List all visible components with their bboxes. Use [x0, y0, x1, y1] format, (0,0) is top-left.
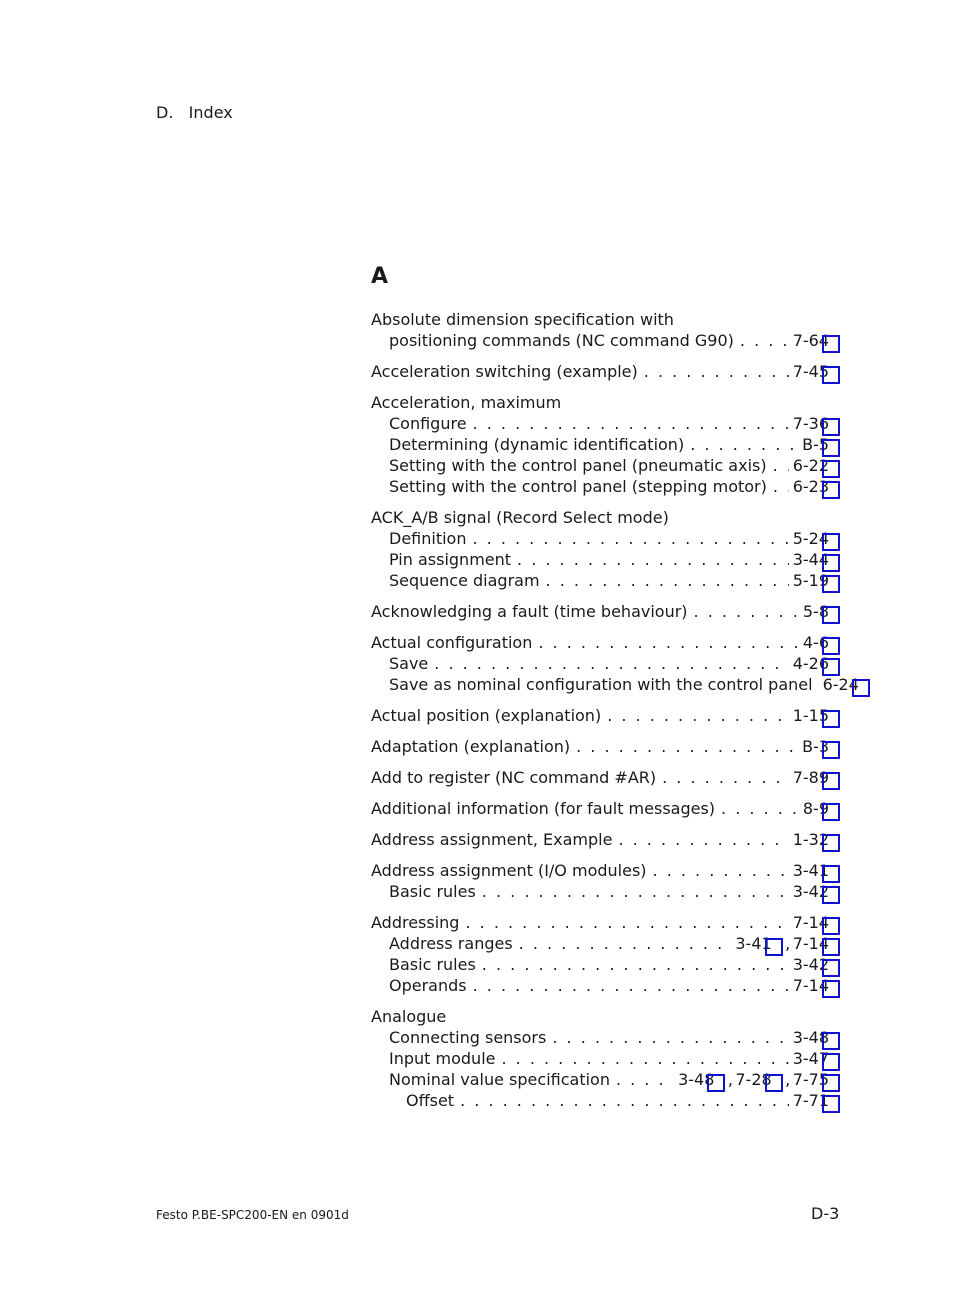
index-entry-label: Addressing [371, 913, 460, 932]
dot-leader [721, 798, 799, 819]
page-references [793, 767, 840, 790]
page-link[interactable] [735, 1070, 782, 1089]
index-entry-label: Basic rules [389, 882, 476, 901]
page-header [156, 103, 233, 122]
dot-leader [519, 933, 732, 954]
index-entry-label: Save [389, 654, 429, 673]
index-entry-label: positioning commands (NC command G90) [389, 331, 734, 350]
index-entry [371, 1069, 840, 1090]
page-link-text: 7-14 [792, 934, 829, 953]
page-link[interactable] [793, 768, 840, 787]
index-entry-label: Offset [406, 1091, 455, 1110]
index-entry [371, 933, 840, 954]
dot-leader [546, 570, 789, 591]
page-link[interactable] [793, 1070, 840, 1089]
page-references [793, 361, 840, 384]
index-entry [371, 1090, 840, 1111]
page-references [802, 434, 840, 457]
link-box-icon [822, 606, 840, 624]
index-entry [371, 601, 840, 622]
page-link-text: 7-45 [792, 362, 829, 381]
index-entry-label: Acceleration, maximum [371, 393, 562, 412]
page-link-text: 1-15 [792, 706, 829, 725]
page-references [793, 330, 840, 353]
page-link-text: 5-8 [802, 602, 829, 621]
index-entry-label: Sequence diagram [389, 571, 540, 590]
page-link-text: 8-9 [802, 799, 829, 818]
index-entry-label: Pin assignment [389, 550, 512, 569]
index-entry-label: Acknowledging a fault (time behaviour) [371, 602, 688, 621]
page-link[interactable] [678, 1070, 725, 1089]
index-entry-label: Address assignment, Example [371, 830, 613, 849]
dot-leader [552, 1027, 788, 1048]
index-entry [371, 434, 840, 455]
page-link-text: 3-42 [792, 955, 829, 974]
index-entry [371, 653, 840, 674]
index-entry [371, 798, 840, 819]
index-entry-label: Nominal value specification [389, 1070, 610, 1089]
page-link[interactable] [793, 976, 840, 995]
page-link[interactable] [793, 706, 840, 725]
page-link-text: 4-26 [792, 654, 829, 673]
page-references [793, 1027, 840, 1050]
page-separator: , [727, 1070, 733, 1089]
page-link[interactable] [793, 477, 840, 496]
page-references [793, 975, 840, 998]
page-link[interactable] [793, 955, 840, 974]
page-references [793, 528, 840, 551]
index-entry-label: Basic rules [389, 955, 476, 974]
index-entry-label: Determining (dynamic identification) [389, 435, 685, 454]
page-link[interactable] [793, 1028, 840, 1047]
dot-leader [434, 653, 788, 674]
index-entry [371, 309, 840, 330]
page-references [735, 933, 840, 956]
page-link-text: 7-71 [792, 1091, 829, 1110]
page-link-text: 1-32 [792, 830, 829, 849]
index-entry [371, 507, 840, 528]
link-box-icon [822, 481, 840, 499]
page-link[interactable] [793, 882, 840, 901]
dot-leader [517, 549, 789, 570]
index-entry [371, 860, 840, 881]
page-link-text: B-3 [802, 737, 829, 756]
page-link-text: 3-41 [792, 861, 829, 880]
page-link-text: 3-47 [792, 1049, 829, 1068]
index-entry-label: Setting with the control panel (stepping motor) [389, 477, 767, 496]
page-link-text: 6-24 [822, 675, 859, 694]
section-title: Index [188, 103, 233, 122]
page-link-text: 3-48 [792, 1028, 829, 1047]
page-link[interactable] [793, 934, 840, 953]
link-box-icon [852, 679, 870, 697]
page-references [793, 1048, 840, 1071]
dot-leader [618, 829, 788, 850]
page-link[interactable] [793, 1049, 840, 1068]
page-link[interactable] [803, 633, 840, 652]
page-link[interactable] [735, 934, 782, 953]
index-entry [371, 1006, 840, 1027]
page-link-text: 7-14 [792, 913, 829, 932]
link-box-icon [822, 366, 840, 384]
index-list [371, 309, 859, 1111]
page-references [793, 705, 840, 728]
page-references [793, 829, 840, 852]
page-references [803, 798, 840, 821]
index-entry-label: Configure [389, 414, 467, 433]
index-entry [371, 413, 840, 434]
dot-leader [465, 912, 788, 933]
page-references [793, 455, 840, 478]
link-box-icon [822, 980, 840, 998]
index-entry [371, 549, 840, 570]
page-separator: , [785, 1070, 791, 1089]
page-link-text: 5-19 [792, 571, 829, 590]
index-entry-label: Analogue [371, 1007, 447, 1026]
page-link-text: 3-42 [792, 882, 829, 901]
page-link[interactable] [793, 571, 840, 590]
index-entry [371, 455, 840, 476]
dot-leader [773, 476, 789, 497]
index-entry [371, 1048, 840, 1069]
page-link-text: 6-23 [792, 477, 829, 496]
index-entry [371, 736, 840, 757]
page-link-text: 6-22 [792, 456, 829, 475]
footer-page-number: D-3 [811, 1204, 840, 1223]
index-entry-label: Actual configuration [371, 633, 533, 652]
index-entry-label: Operands [389, 976, 467, 995]
index-entry-label: Setting with the control panel (pneumatic axis) [389, 456, 767, 475]
dot-leader [662, 767, 789, 788]
footer-document-id: Festo P.BE-SPC200-EN en 0901d [156, 1208, 349, 1222]
link-box-icon [822, 1095, 840, 1113]
page-link[interactable] [793, 331, 840, 350]
index-entry-label: ACK_A/B signal (Record Select mode) [371, 508, 669, 527]
index-entry-label: Actual position (explanation) [371, 706, 602, 725]
link-box-icon [822, 741, 840, 759]
page-link[interactable] [793, 456, 840, 475]
page-link-text: 7-28 [735, 1070, 772, 1089]
page-references [803, 601, 840, 624]
page-references [793, 549, 840, 572]
link-box-icon [822, 772, 840, 790]
index-entry [371, 767, 840, 788]
page-link[interactable] [793, 861, 840, 880]
page-link-text: B-5 [802, 435, 829, 454]
index-entry [371, 330, 840, 351]
index-entry-label: Save as nominal configuration with the control panel [389, 675, 813, 694]
index-entry [371, 912, 840, 933]
index-entry [371, 632, 840, 653]
index-entry-label: Address assignment (I/O modules) [371, 861, 647, 880]
page-references [793, 1090, 840, 1113]
page-link[interactable] [793, 550, 840, 569]
index-entry-label: Definition [389, 529, 467, 548]
page-link[interactable] [803, 602, 840, 621]
dot-leader [472, 528, 788, 549]
page-references [793, 570, 840, 593]
index-entry-label: Acceleration switching (example) [371, 362, 638, 381]
page-link-text: 3-48 [678, 1070, 715, 1089]
link-box-icon [822, 710, 840, 728]
dot-leader [607, 705, 789, 726]
link-box-icon [822, 834, 840, 852]
index-entry-label: Input module [389, 1049, 496, 1068]
link-box-icon [822, 335, 840, 353]
index-entry [371, 674, 859, 695]
index-entry [371, 476, 840, 497]
dot-leader [538, 632, 799, 653]
page-link[interactable] [793, 654, 840, 673]
dot-leader [482, 881, 789, 902]
page-references [793, 912, 840, 935]
page-link-text: 7-64 [792, 331, 829, 350]
page-references [802, 736, 840, 759]
page-link[interactable] [793, 414, 840, 433]
page-link[interactable] [793, 362, 840, 381]
index-entry [371, 361, 840, 382]
page-references [793, 413, 840, 436]
index-entry-label: Address ranges [389, 934, 513, 953]
page-link[interactable] [793, 529, 840, 548]
link-box-icon [822, 803, 840, 821]
page-link-text: 3-44 [792, 550, 829, 569]
page-link-text: 5-24 [792, 529, 829, 548]
index-entry-label: Connecting sensors [389, 1028, 547, 1047]
index-letter-heading: A [371, 264, 389, 289]
index-entry [371, 975, 840, 996]
dot-leader [690, 434, 798, 455]
page-references [793, 653, 840, 676]
page-references [823, 674, 870, 697]
dot-leader [694, 601, 799, 622]
page-references [803, 632, 840, 655]
index-entry-label: Additional information (for fault messages) [371, 799, 716, 818]
dot-leader [501, 1048, 788, 1069]
page-references [793, 881, 840, 904]
dot-leader [576, 736, 798, 757]
page-references [793, 476, 840, 499]
page-separator: , [785, 934, 791, 953]
dot-leader [644, 361, 789, 382]
index-entry [371, 705, 840, 726]
page-references [678, 1069, 840, 1092]
page-link-text: 7-75 [792, 1070, 829, 1089]
page-link[interactable] [802, 737, 840, 756]
section-label: D. [156, 103, 174, 122]
page-link-text: 7-36 [792, 414, 829, 433]
page-references [793, 954, 840, 977]
page-link[interactable] [802, 435, 840, 454]
dot-leader [773, 455, 789, 476]
page-link-text: 3-41 [735, 934, 772, 953]
dot-leader [653, 860, 789, 881]
page-link-text: 4-6 [802, 633, 829, 652]
index-entry [371, 528, 840, 549]
index-entry-label: Add to register (NC command #AR) [371, 768, 657, 787]
index-entry-label: Absolute dimension specification with [371, 310, 674, 329]
page-link[interactable] [793, 913, 840, 932]
page-link[interactable] [793, 830, 840, 849]
index-entry [371, 829, 840, 850]
link-box-icon [822, 886, 840, 904]
link-box-icon [822, 575, 840, 593]
dot-leader [482, 954, 789, 975]
index-entry [371, 1027, 840, 1048]
index-entry [371, 954, 840, 975]
page-link-text: 7-14 [792, 976, 829, 995]
index-entry [371, 570, 840, 591]
dot-leader [473, 413, 789, 434]
index-entry [371, 881, 840, 902]
dot-leader [740, 330, 789, 351]
index-entry [371, 392, 840, 413]
index-entry-label: Adaptation (explanation) [371, 737, 571, 756]
page-references [793, 860, 840, 883]
dot-leader [473, 975, 789, 996]
page-link-text: 7-89 [792, 768, 829, 787]
page-link[interactable] [803, 799, 840, 818]
page-link[interactable] [793, 1091, 840, 1110]
dot-leader [460, 1090, 789, 1111]
page-link[interactable] [823, 675, 870, 694]
dot-leader [616, 1069, 674, 1090]
